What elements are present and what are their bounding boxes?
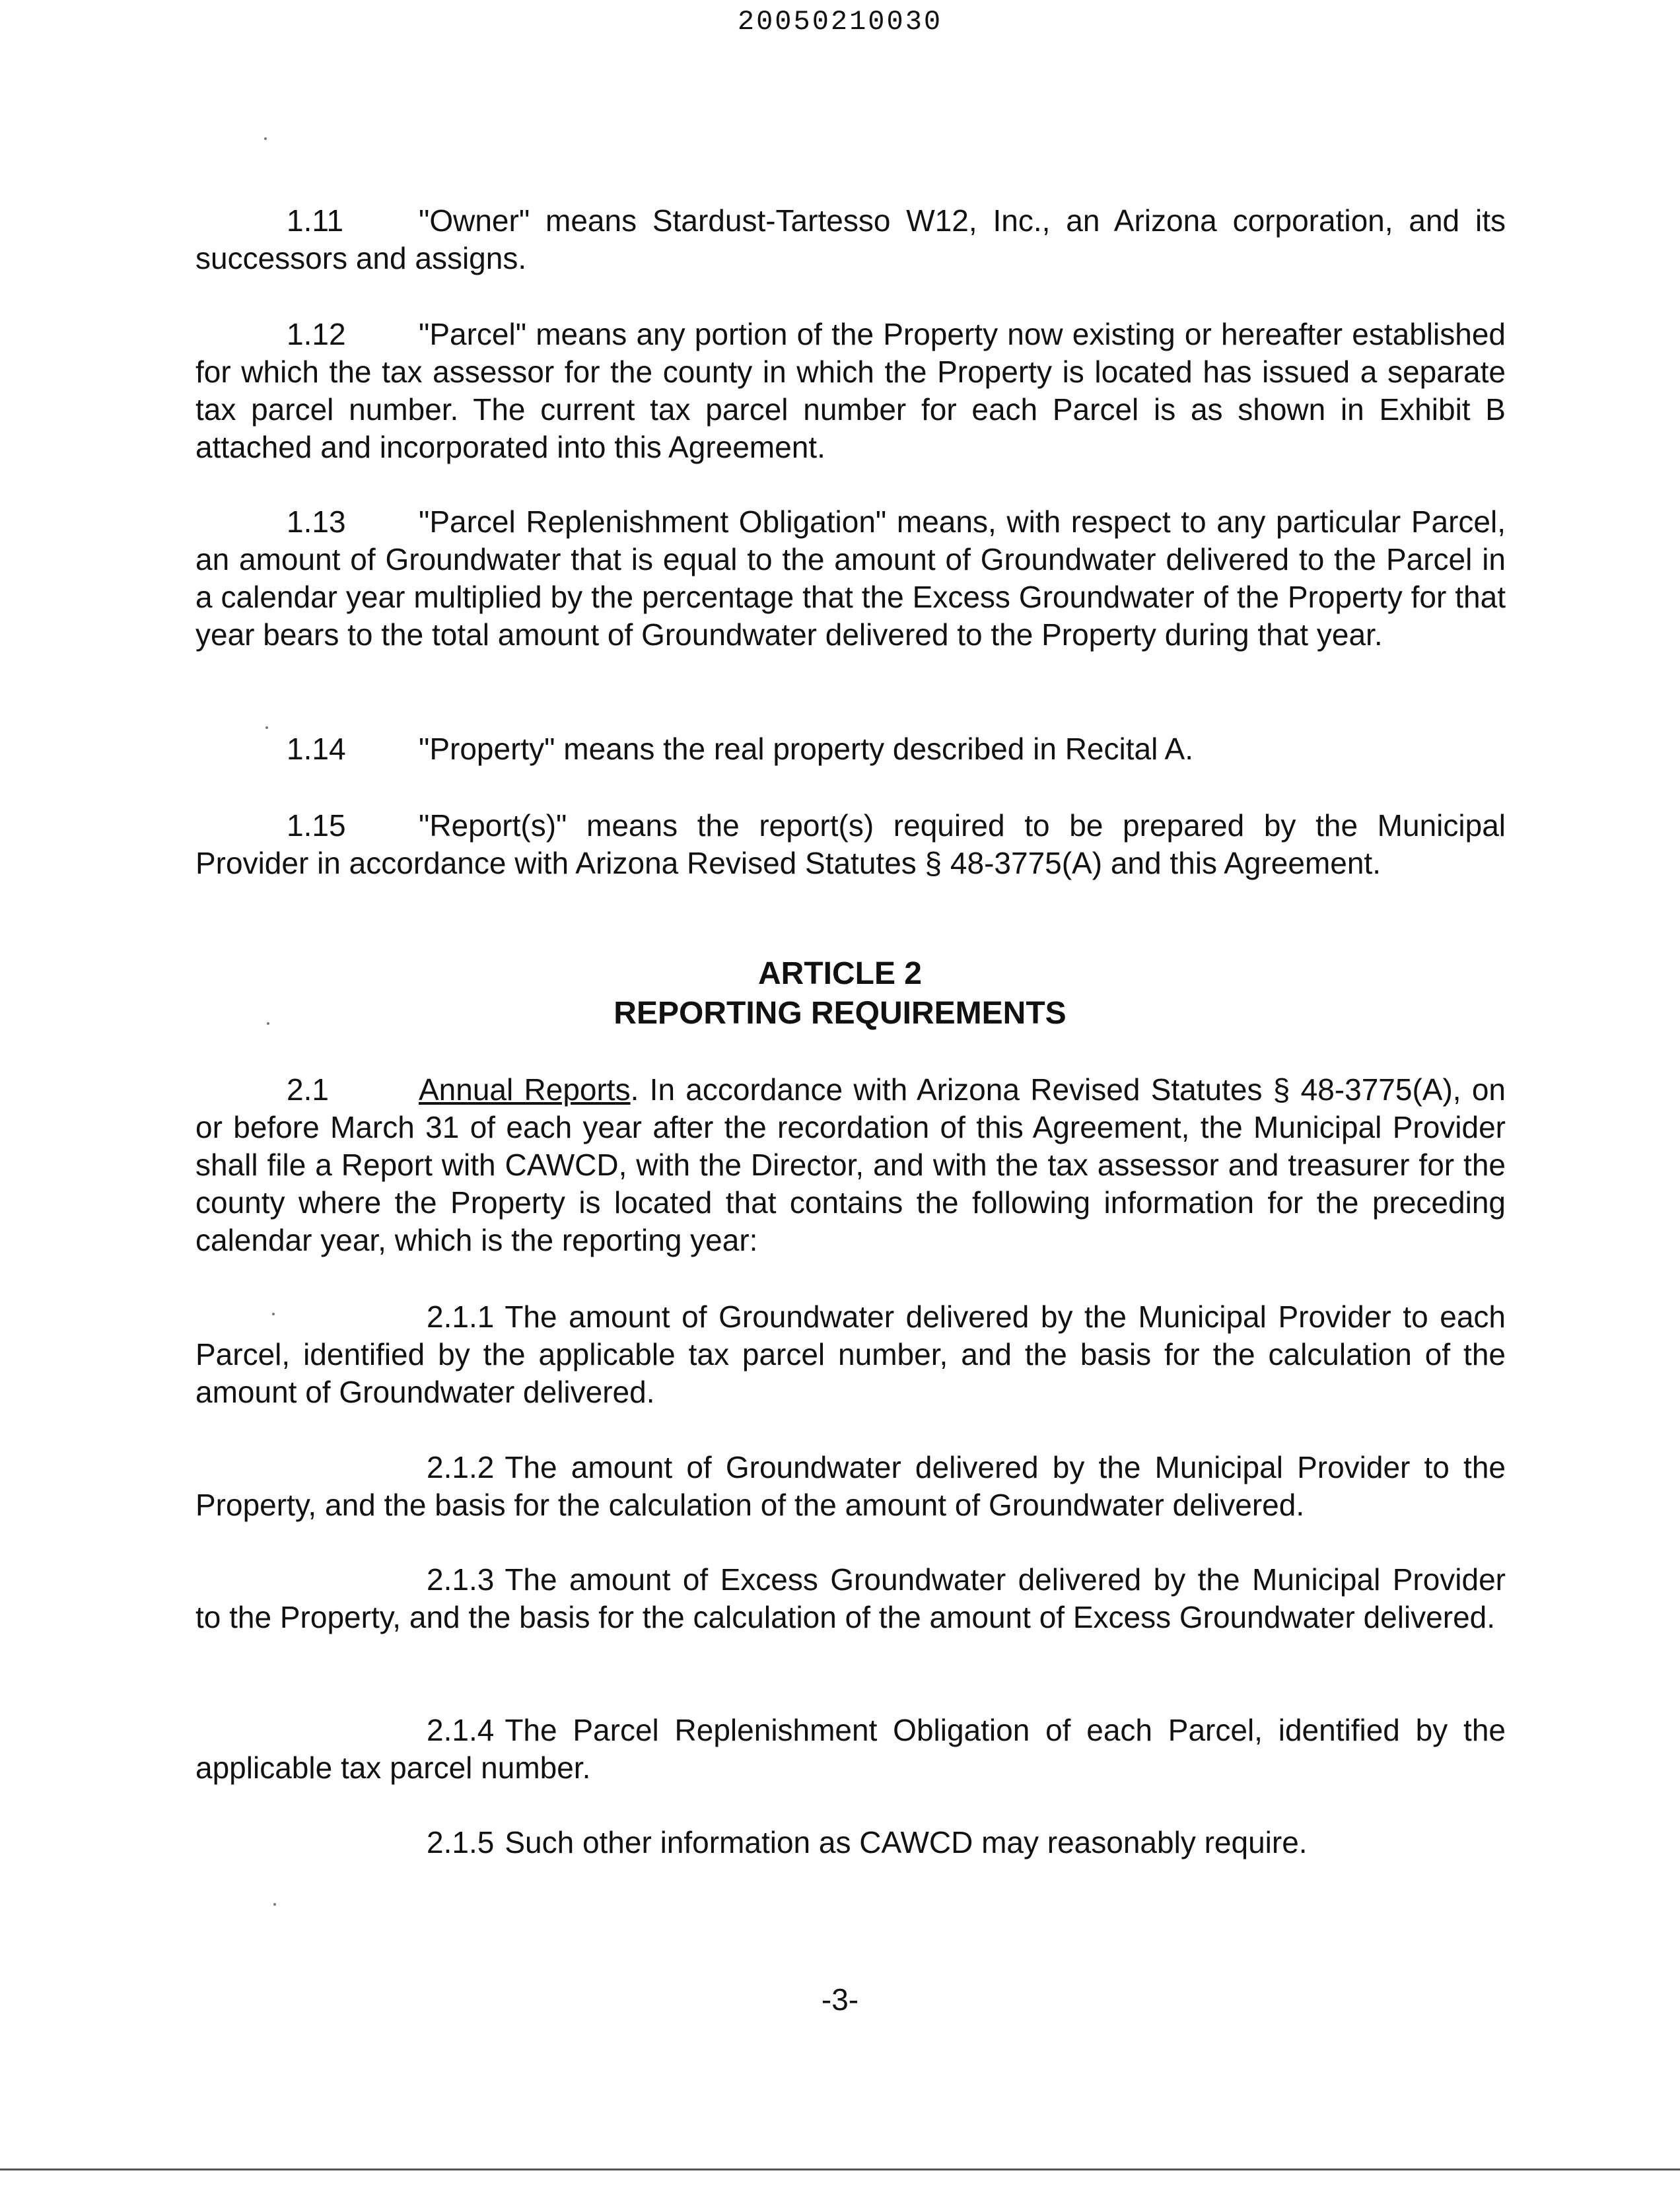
definition-1-12	[195, 316, 1506, 466]
subsection-number: 2.1.4	[427, 1713, 495, 1747]
subsection-2-1-4	[195, 1712, 1506, 1787]
scan-speck	[265, 726, 268, 729]
definition-number: 1.12	[287, 317, 346, 351]
subsection-number: 2.1.2	[427, 1450, 495, 1484]
subsection-text: The amount of Groundwater delivered by the Municipal Provider to the Property, and the basis for the calculation of the amount of Groundwater delivered.	[195, 1450, 1506, 1522]
definition-number: 1.15	[287, 808, 346, 843]
definition-number: 1.14	[287, 732, 346, 766]
subsection-2-1-1	[195, 1298, 1506, 1411]
scan-speck	[273, 1903, 276, 1906]
definition-text: "Report(s)" means the report(s) required to be prepared by the Municipal Provider in accordance with Arizona Revised Statutes § 48-3775(A) and this Agreement.	[195, 808, 1506, 880]
subsection-text: The amount of Groundwater delivered by the Municipal Provider to each Parcel, identified by the applicable tax parcel number, and the basis for the calculation of the amount of Groundwater delivered.	[195, 1300, 1506, 1409]
subsection-text: The amount of Excess Groundwater delivered by the Municipal Provider to the Property, and the basis for the calculation of the amount of Excess Groundwater delivered.	[195, 1562, 1506, 1634]
article-subtitle: REPORTING REQUIREMENTS	[613, 996, 1067, 1031]
subsection-2-1-5	[195, 1824, 1506, 1861]
definition-1-13	[195, 503, 1506, 654]
section-text: . In accordance with Arizona Revised Statutes § 48-3775(A), on or before March 31 of each year after the recordation of this Agreement, the Municipal Provider shall file a Report with CAWCD, with the Director, and with the tax assessor and treasurer for the county where the Property is located that contains the following information for the preceding calendar year, which is the reporting year:	[195, 1072, 1506, 1257]
section-number: 2.1	[287, 1072, 329, 1107]
definition-text: "Property" means the real property described in Recital A.	[419, 732, 1193, 766]
document-number: 20050210030	[737, 6, 943, 38]
definition-text: "Parcel" means any portion of the Property now existing or hereafter established for which the tax assessor for the county in which the Property is located has issued a separate tax parcel number. The current tax parcel number for each Parcel is as shown in Exhibit B attached and incorporated into this Agreement.	[195, 317, 1506, 464]
subsection-number: 2.1.5	[427, 1825, 495, 1859]
bottom-scan-line	[0, 2169, 1680, 2170]
definition-text: "Owner" means Stardust-Tartesso W12, Inc., an Arizona corporation, and its successors and assigns.	[195, 203, 1506, 275]
definition-text: "Parcel Replenishment Obligation" means, with respect to any particular Parcel, an amount of Groundwater that is equal to the amount of Groundwater delivered to the Parcel in a calendar year multiplied by the percentage that the Excess Groundwater of the Property for that year bears to the total amount of Groundwater delivered to the Property during that year.	[195, 504, 1506, 652]
definition-1-14	[195, 730, 1506, 768]
definition-number: 1.11	[287, 203, 344, 238]
subsection-number: 2.1.3	[427, 1562, 495, 1597]
article-title: ARTICLE 2	[757, 956, 922, 991]
section-heading: Annual Reports	[419, 1072, 631, 1107]
page-number: -3-	[821, 1982, 859, 2017]
definition-number: 1.13	[287, 504, 346, 539]
subsection-2-1-2	[195, 1449, 1506, 1524]
subsection-text: The Parcel Replenishment Obligation of each Parcel, identified by the applicable tax parcel number.	[195, 1713, 1506, 1785]
subsection-text: Such other information as CAWCD may reasonably require.	[505, 1825, 1308, 1859]
definition-1-11	[195, 202, 1506, 277]
subsection-number: 2.1.1	[427, 1300, 495, 1334]
scan-speck	[264, 137, 267, 140]
section-2-1	[195, 1071, 1506, 1259]
subsection-2-1-3	[195, 1561, 1506, 1636]
definition-1-15	[195, 807, 1506, 882]
